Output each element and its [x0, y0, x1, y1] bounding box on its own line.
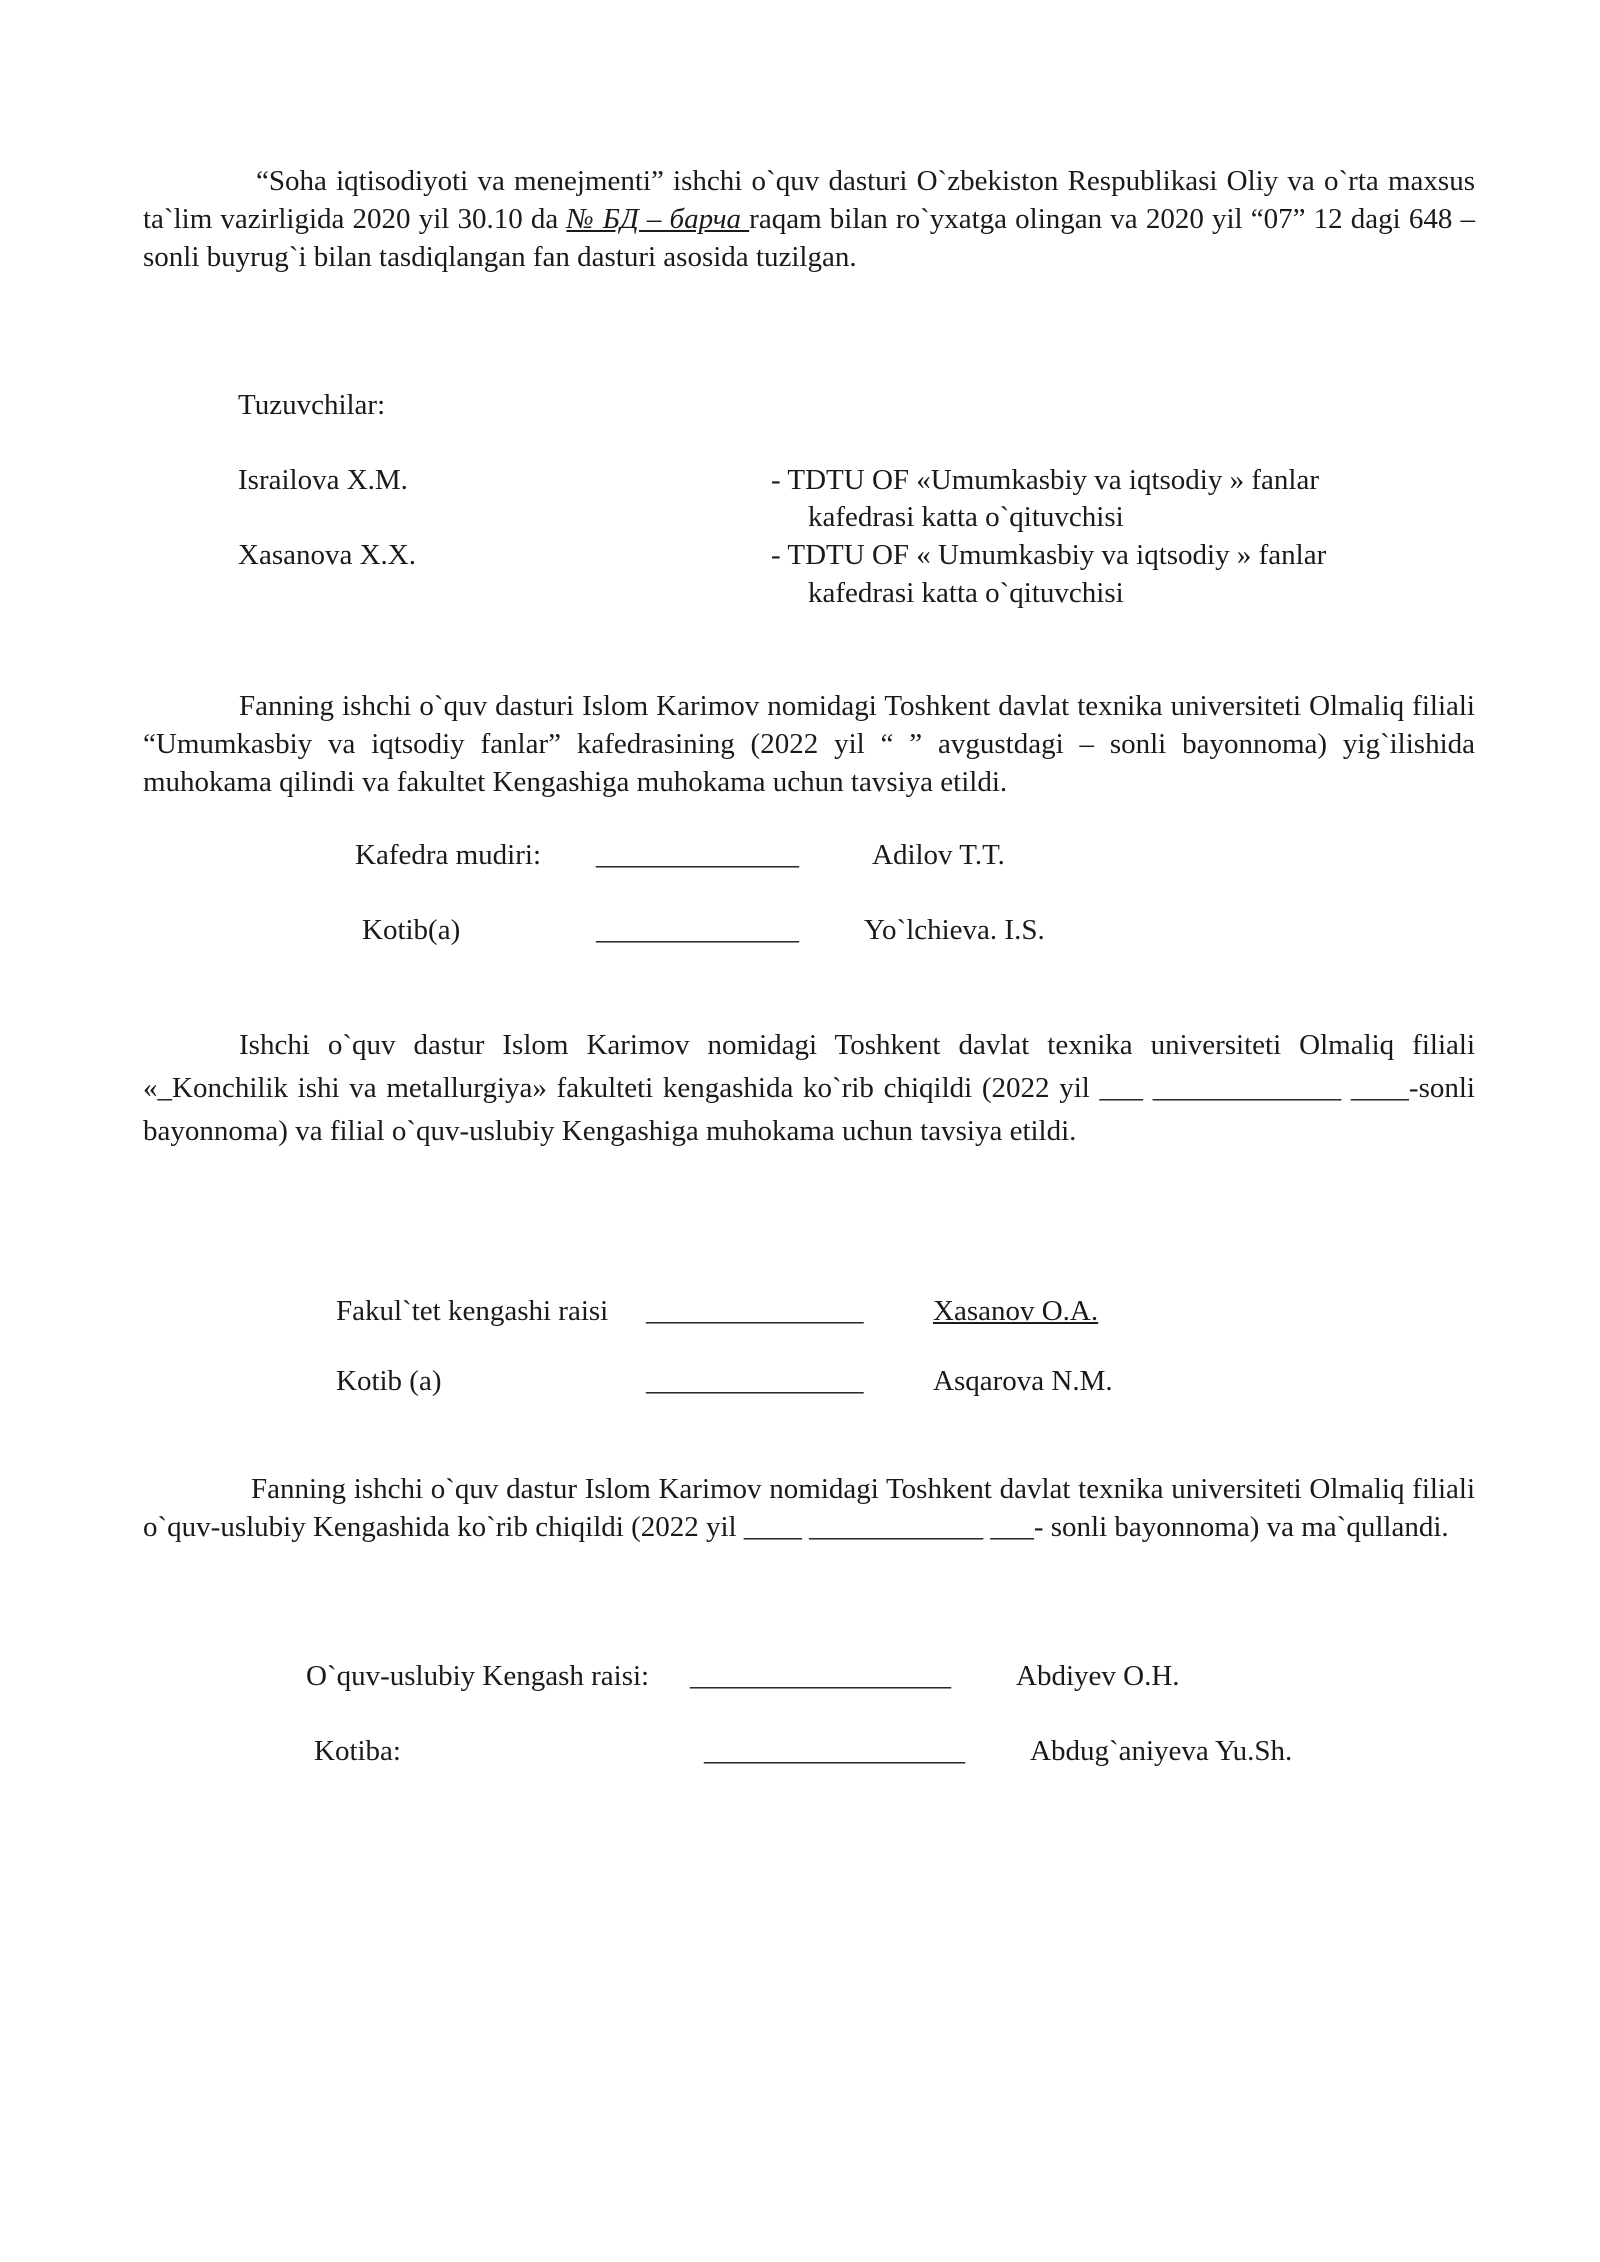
author-name: Israilova X.M.: [238, 464, 408, 496]
department-secretary-label: Kotib(a): [362, 914, 461, 946]
faculty-chair-label: Fakul`tet kengashi raisi: [336, 1295, 609, 1327]
department-head-name: Adilov T.T.: [872, 839, 1005, 871]
faculty-secretary-name: Asqarova N.M.: [933, 1365, 1113, 1397]
faculty-chair-name: Xasanov O.A.: [933, 1295, 1099, 1327]
department-head-signature-line: ______________: [596, 839, 799, 871]
department-secretary-name: Yo`lchieva. I.S.: [864, 914, 1045, 946]
department-paragraph: Fanning ishchi o`quv dasturi Islom Karimov nomidagi Toshkent davlat texnika universiteti Olmaliq filiali “Umumkasbiy va iqtsodiy fanlar” kafedrasining (2022 yil “ ” avgustdagi – sonli bayonnoma) yig`ilishida muhokama qilindi va fakultet Kengashiga muhokama uchun tavsiya etildi.: [143, 690, 1475, 798]
authors-heading: Tuzuvchilar:: [238, 389, 386, 421]
department-secretary-signature-line: ______________: [596, 914, 799, 946]
council-chair-label: O`quv-uslubiy Kengash raisi:: [306, 1660, 650, 1692]
council-chair-signature-line: __________________: [690, 1660, 951, 1692]
author-role-line1: - TDTU OF «Umumkasbiy va iqtsodiy » fanlar: [771, 464, 1319, 496]
registration-number: № БД – барча: [566, 203, 750, 235]
author-name: Xasanova X.X.: [238, 539, 416, 571]
faculty-paragraph: Ishchi o`quv dastur Islom Karimov nomidagi Toshkent davlat texnika universiteti Olmaliq filiali «_Konchilik ishi va metallurgiya» fakulteti kengashida ko`rib chiqildi (2022 yil ___ _____________ ____-sonli bayonnoma) va filial o`quv-uslubiy Kengashiga muhokama uchun tavsiya etildi.: [143, 1029, 1475, 1147]
author-role-line2: kafedrasi katta o`qituvchisi: [808, 577, 1124, 609]
department-head-label: Kafedra mudiri:: [355, 839, 542, 871]
council-secretary-name: Abdug`aniyeva Yu.Sh.: [1030, 1735, 1293, 1767]
intro-text-part1: “Soha iqtisodiyoti va menejmenti” ishchi o`quv dasturi O`zbekiston Respublikasi Oliy va o`rta maxsus ta`lim vazirligida 2020 yil 30.10 da: [143, 165, 1475, 235]
faculty-secretary-signature-line: _______________: [646, 1365, 864, 1397]
council-secretary-label: Kotiba:: [314, 1735, 401, 1767]
faculty-secretary-label: Kotib (a): [336, 1365, 442, 1397]
faculty-chair-signature-line: _______________: [646, 1295, 864, 1327]
author-role-line1: - TDTU OF « Umumkasbiy va iqtsodiy » fanlar: [771, 539, 1327, 571]
intro-text-part2: raqam bilan ro`yxatga olingan va 2020 yil “07” 12 dagi 648 – sonli buyrug`i bilan tasdiqlangan fan dasturi asosida tuzilgan.: [143, 203, 1475, 273]
author-role-line2: kafedrasi katta o`qituvchisi: [808, 501, 1124, 533]
council-chair-name: Abdiyev O.H.: [1016, 1660, 1180, 1692]
council-paragraph: Fanning ishchi o`quv dastur Islom Karimov nomidagi Toshkent davlat texnika universiteti Olmaliq filiali o`quv-uslubiy Kengashida ko`rib chiqildi (2022 yil ____ ____________ ___- sonli bayonnoma) va ma`qullandi.: [143, 1473, 1475, 1543]
intro-paragraph: [143, 162, 1475, 276]
council-secretary-signature-line: __________________: [704, 1735, 965, 1767]
